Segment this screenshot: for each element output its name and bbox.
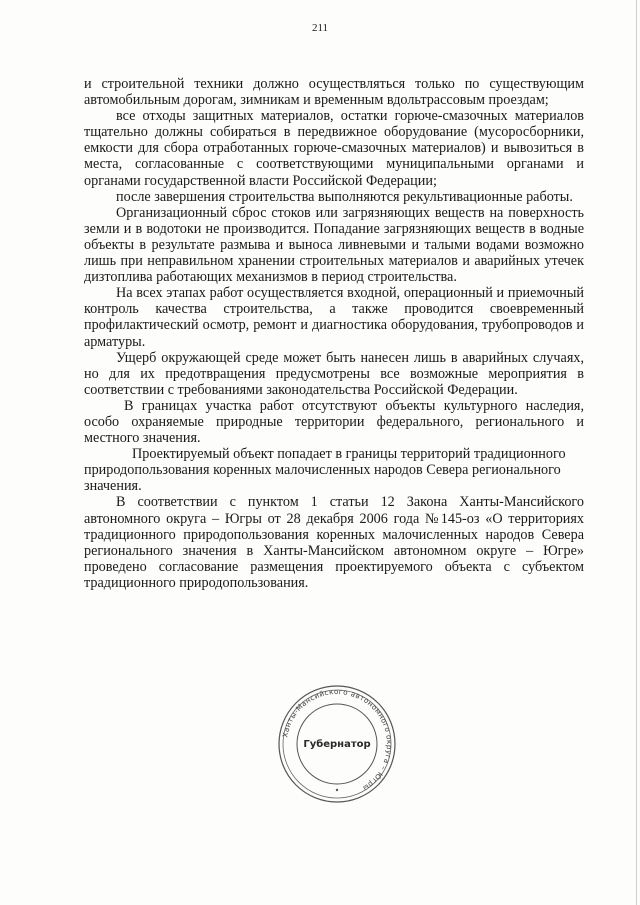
paragraph-4: Организационный сброс стоков или загрязняющих веществ на поверхность земли и в водотоки не производится. Попадание загрязняющих веществ в водные объекты в результате размыва и выноса ливневыми и талыми водами возможно лишь при неправильном хранении строительных материалов и аварийных утечек дизтоплива работающих механизмов в период строительства. xyxy=(84,204,584,286)
document-body xyxy=(84,76,584,591)
paragraph-7: В границах участка работ отсутствуют объекты культурного наследия, особо охраняемые природные территории федерального, регионального и местного значения. xyxy=(84,397,584,447)
stamp-center-text: Губернатор xyxy=(303,739,371,750)
page-number: 211 xyxy=(311,22,329,34)
governor-stamp xyxy=(269,682,405,806)
stamp-ring-text: Ханты-Мансийского автономного округа – Югры xyxy=(280,686,395,794)
stamp-seal-graphic xyxy=(269,682,405,806)
paragraph-9: В соответствии с пунктом 1 статьи 12 Закона Ханты-Мансийского автономного округа – Югры от 28 декабря 2006 года №145-оз «О территориях традиционного природопользования коренных малочисленных народов Севера регионального значения в Ханты-Мансийском автономном округе – Югре» проведено согласование размещения проектируемого объекта с субъектом традиционного природопользования. xyxy=(84,494,584,591)
paragraph-6: Ущерб окружающей среде может быть нанесен лишь в аварийных случаях, но для их предотвращения предусмотрены все возможные мероприятия в соответствии с требованиями законодательства Российской Федерации. xyxy=(84,349,584,398)
paragraph-1: и строительной техники должно осуществляться только по существующим автомобильным дорогам, зимникам и временным вдольтрассовым проездам; xyxy=(84,76,584,109)
paragraph-3: после завершения строительства выполняются рекультивационные работы. xyxy=(116,188,573,205)
page-edge xyxy=(636,0,637,905)
paragraph-5: На всех этапах работ осуществляется входной, операционный и приемочный контроль качества строительства, а также проводится своевременный профилактический осмотр, ремонт и диагностика оборудования, трубопроводов и арматуры. xyxy=(84,285,584,350)
paragraph-8: Проектируемый объект попадает в границы территорий традиционного природопользования коренных малочисленных народов Севера регионального значения. xyxy=(84,446,566,495)
paragraph-2: все отходы защитных материалов, остатки горюче-смазочных материалов тщательно должны собираться в передвижное оборудование (мусоросборники, емкости для сбора отработанных горюче-смазочных материалов) и вывозиться в места, согласованные с соответствующими муниципальными органами и органами государственной власти Российской Федерации; xyxy=(84,108,584,189)
